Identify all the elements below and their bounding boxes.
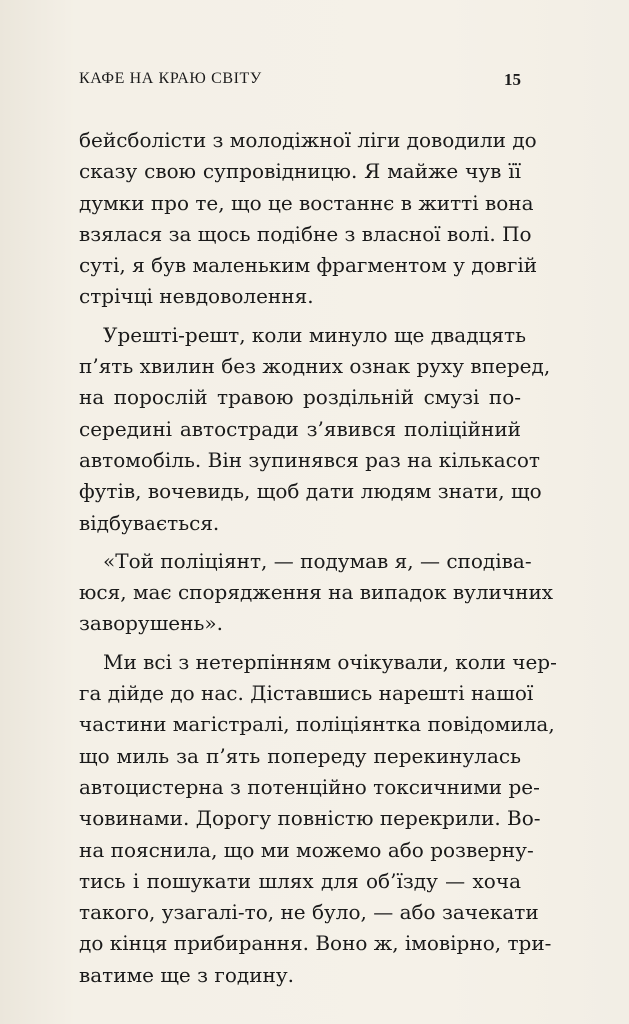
text-line: човинами. Дорогу повністю перекрили. Во- [79,806,541,831]
text-line: що миль за п’ять попереду перекинулась [79,743,521,768]
text-line: суті, я був маленьким фрагментом у довгій [79,253,538,278]
paragraph [79,125,538,313]
text-line: на пояснила, що ми можемо або розверну- [79,837,534,862]
text-line: автоцистерна з потенційно токсичними ре- [79,774,540,799]
page-number: 15 [504,70,521,89]
text-line: футів, вочевидь, щоб дати людям знати, що [79,479,542,504]
text-line: думки про те, що це востаннє в житті вона [79,190,534,215]
text-line: юся, має спорядження на випадок вуличних [79,580,554,605]
text-line: Ми всі з нетерпінням очікували, коли чер- [103,649,557,674]
text-line: стрічці невдоволення. [79,284,314,309]
text-line: Урешті-решт, коли минуло ще двадцять [103,322,526,347]
text-line: га дійде до нас. Діставшись нарешті нашої [79,681,534,706]
text-line: частини магістралі, поліціянтка повідомила, [79,712,555,737]
text-line: тись і пошукати шлях для об’їзду — хоча [79,868,521,893]
text-line: такого, узагалі-то, не було, — або зачекати [79,900,539,925]
text-line: до кінця прибирання. Воно ж, імовірно, три- [79,931,552,956]
text-line: на порослій травою роздільній смузі по- [79,385,521,410]
running-head: КАФЕ НА КРАЮ СВІТУ [79,70,262,87]
text-line: ватиме ще з годину. [79,962,294,987]
text-line: відбувається. [79,510,220,535]
paragraph [79,546,554,640]
body-text [79,125,557,998]
text-line: взялася за щось подібне з власної волі. По [79,221,532,246]
paragraph [79,320,551,539]
text-line: «Той поліціянт, — подумав я, — сподіва- [103,548,532,573]
text-line: автомобіль. Він зупинявся раз на кількасот [79,447,540,472]
text-line: п’ять хвилин без жодних ознак руху вперед, [79,354,551,379]
text-line: середині автостради з’явився поліційний [79,416,521,441]
text-line: бейсболісти з молодіжної ліги доводили до [79,128,537,152]
text-line: сказу свою супровідницю. Я майже чув її [79,159,521,184]
paragraph [79,647,557,991]
text-line: заворушень». [79,611,223,636]
